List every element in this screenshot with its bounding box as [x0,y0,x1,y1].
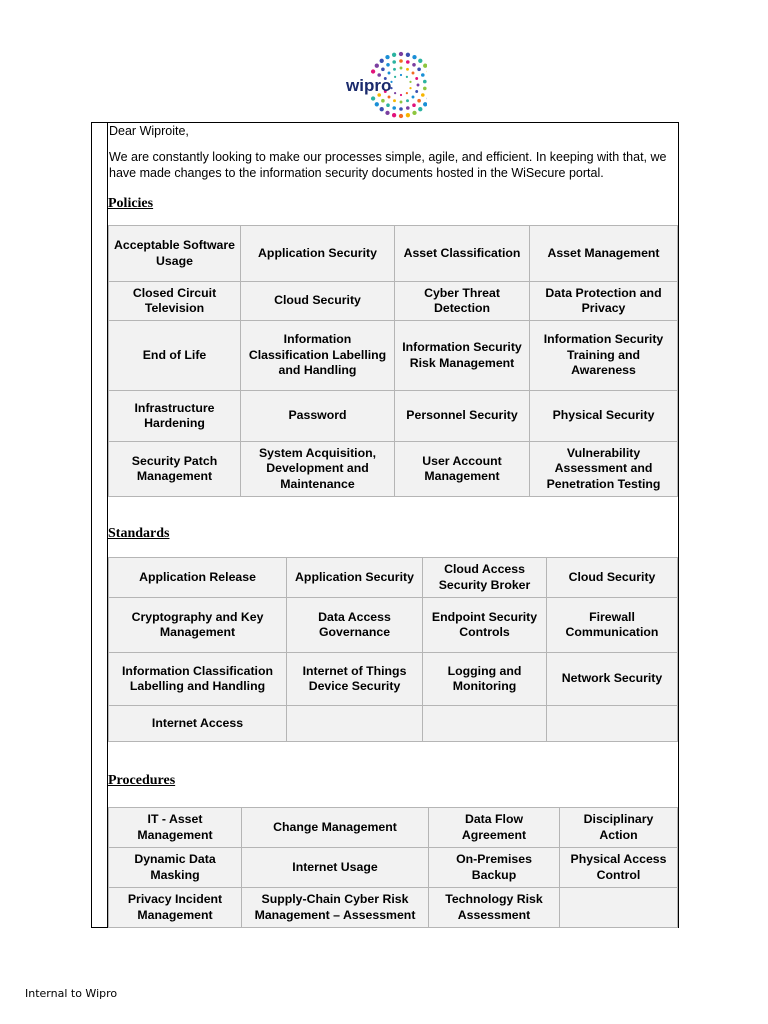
logo-dot [393,68,396,71]
logo-dot [399,52,403,56]
logo-dot [371,96,375,100]
table-row [109,558,678,598]
logo-dot [409,81,411,83]
logo-dot [421,93,425,97]
logo-dot [400,94,402,96]
logo-dot [399,59,403,63]
logo-dot [421,73,425,77]
logo-dots-icon [343,50,427,120]
logo-dot [385,55,389,59]
table-cell: Physical Access Control [560,848,678,888]
logo-wordmark: wipro [346,76,392,95]
logo-dot [399,114,403,118]
logo-dot [380,107,384,111]
logo-dot [406,113,410,117]
table-cell [423,706,547,742]
table-cell: Cryptography and Key Management [109,598,287,653]
table-row [109,282,678,321]
logo-dot [423,80,427,84]
table-cell [560,888,678,928]
logo-dot [423,102,427,106]
table-cell: IT - Asset Management [109,808,242,848]
table-cell [547,706,678,742]
logo-dot [375,64,379,68]
logo-dot [415,90,418,93]
table-cell: Supply-Chain Cyber Risk Management – Assessment [242,888,429,928]
table-cell: Infrastructure Hardening [109,391,241,442]
logo-dot [400,74,402,76]
logo-dot [406,53,410,57]
logo-dot [406,76,408,78]
logo-dot [392,53,396,57]
table-cell: Cloud Security [241,282,395,321]
table-cell: Information Classification Labelling and Handling [241,321,395,391]
logo-dot [380,59,384,63]
table-row [109,598,678,653]
table-cell: Security Patch Management [109,442,241,497]
table-cell: Internet Usage [242,848,429,888]
logo-dot [409,87,411,89]
logo-dot [412,63,416,67]
table-cell: Password [241,391,395,442]
logo-dot [392,106,396,110]
greeting: Dear Wiproite, [109,124,189,138]
table-cell: Closed Circuit Television [109,282,241,321]
table-cell: Data Access Governance [287,598,423,653]
table-cell: Endpoint Security Controls [423,598,547,653]
table-cell: System Acquisition, Development and Maintenance [241,442,395,497]
table-cell: Change Management [242,808,429,848]
table-cell: Information Security Training and Awareness [530,321,678,391]
logo-dot [406,99,409,102]
logo-dot [406,60,410,64]
table-cell: Disciplinary Action [560,808,678,848]
logo-dot [381,99,385,103]
standards-table [108,557,678,742]
policies-table [108,225,678,497]
standards-heading: Standards [108,526,170,541]
logo-dot [400,101,403,104]
logo-dot [392,113,396,117]
table-cell: Information Classification Labelling and Handling [109,653,287,706]
table-cell: End of Life [109,321,241,391]
logo-dot [418,59,422,63]
table-cell: Cloud Security [547,558,678,598]
table-row [109,808,678,848]
table-row [109,442,678,497]
table-cell: Data Flow Agreement [429,808,560,848]
table-cell: Cyber Threat Detection [395,282,530,321]
table-cell: Application Security [241,226,395,282]
logo-dot [388,72,391,75]
table-row [109,226,678,282]
table-cell: Information Security Risk Management [395,321,530,391]
table-cell: Firewall Communication [547,598,678,653]
logo-dot [388,96,391,99]
logo-dot [412,55,416,59]
logo-dot [406,92,408,94]
logo-dot [418,107,422,111]
table-cell: Vulnerability Assessment and Penetration Testing [530,442,678,497]
table-row [109,391,678,442]
logo-dot [412,96,415,99]
table-cell: Asset Classification [395,226,530,282]
table-cell: User Account Management [395,442,530,497]
logo-dot [386,103,390,107]
procedures-table [108,807,678,928]
logo-dot [400,67,403,70]
table-cell: Dynamic Data Masking [109,848,242,888]
intro-paragraph: We are constantly looking to make our processes simple, agile, and efficient. In keeping with that, we have made changes to the information security documents hosted in the WiSecure portal. [109,150,667,180]
table-row [109,706,678,742]
logo-dot [406,68,409,71]
table-cell: On-Premises Backup [429,848,560,888]
table-cell: Application Release [109,558,287,598]
logo-dot [412,103,416,107]
table-cell: Personnel Security [395,391,530,442]
table-cell: Cloud Access Security Broker [423,558,547,598]
table-cell: Data Protection and Privacy [530,282,678,321]
table-row [109,848,678,888]
logo-dot [375,102,379,106]
table-cell: Logging and Monitoring [423,653,547,706]
logo-dot [423,64,427,68]
logo-dot [417,99,421,103]
logo-dot [423,87,427,91]
logo-dot [417,84,420,87]
table-cell: Internet of Things Device Security [287,653,423,706]
table-cell: Asset Management [530,226,678,282]
logo-dot [394,92,396,94]
logo-dot [406,106,410,110]
table-cell: Technology Risk Assessment [429,888,560,928]
footer-classification: Internal to Wipro [25,987,118,1000]
logo-dot [415,77,418,80]
table-row [109,321,678,391]
table-row [109,888,678,928]
table-row [109,653,678,706]
table-cell: Internet Access [109,706,287,742]
table-cell: Acceptable Software Usage [109,226,241,282]
logo-dot [371,69,375,73]
table-cell: Privacy Incident Management [109,888,242,928]
logo-dot [412,111,416,115]
logo-dot [412,72,415,75]
logo-dot [381,68,385,72]
table-cell: Application Security [287,558,423,598]
policies-heading: Policies [108,196,154,211]
logo-dot [393,99,396,102]
wipro-logo [343,50,427,120]
logo-dot [417,68,421,72]
table-cell: Physical Security [530,391,678,442]
table-cell: Network Security [547,653,678,706]
logo-dot [386,63,390,67]
logo-dot [392,60,396,64]
logo-dot [385,111,389,115]
logo-dot [399,107,403,111]
logo-dot [394,76,396,78]
procedures-heading: Procedures [108,773,176,788]
table-cell [287,706,423,742]
